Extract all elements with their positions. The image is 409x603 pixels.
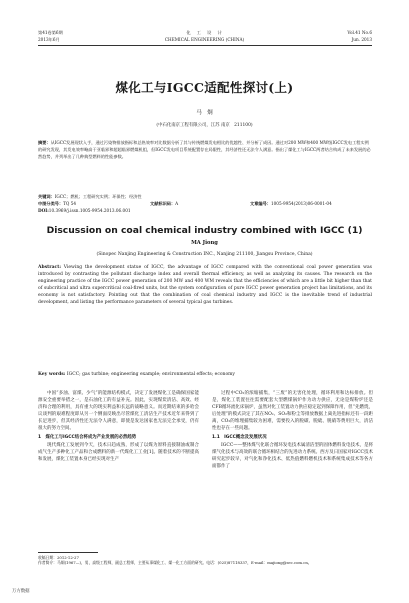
footnote-divider xyxy=(38,552,98,553)
doi-value[interactable]: 10.3969/j.issn.1005-9954.2013.06.001 xyxy=(48,208,131,213)
title-zh: 煤化工与IGCC适配性探讨(上) xyxy=(115,80,294,95)
keywords-en xyxy=(38,372,372,379)
abstract-en-text: Viewing the development statue of IGCC, the advantage of IGCC compared with the conventional coal power generation was introduced by contrasting the pollutant discharge index and overall thermal efficiency, as well as analyzing its causes. The research on the engineering practice of the IGCC power generation of 200 MW and 400 WM reveals that the efficiencies of which are a little bit higher than that of subcritical and ultra supercritical coal-fired units, but the system configuration of pure IGCC power generation project has limitations, and its economy is not satisfactory. Pointing out that the combination of coal chemical industry and IGCC is the inevitable trend of industrial development, and listing the performance parameters of several typical gas turbines. xyxy=(38,265,372,306)
paragraph: 现代煤化工发展到今天，技术日趋成熟，形成了以煤为原料直接制油或制合成气生产多种化工产品和合成燃料的新一代煤化工工业[1]。随着技术的不断提高和发展，煤化工装置本身已经实现对生产 xyxy=(38,442,199,462)
paragraph: 中国“多油、富煤、少气”的能源结构模式，决定了发展煤化工是确保国家能源安全重要举措之一，是石油化工的有益补充。因此，实现煤炭清洁、高效、经济和合理的利用，具有重大的现实利益和长远的战略意义。而近期结束的多哈会议谈判的艰难程度即从另一个侧面反映出尽管煤化工清洁生产技术近年来得到了长足进步，但其经济性还无法令人满意，即使是发达国家也无法完全承受，仍有很大的努力空间。 xyxy=(38,391,199,432)
header-journal-name: 化 工 设 计 CHEMICAL ENGINEERING (CHINA) xyxy=(164,30,245,42)
header-divider xyxy=(38,45,372,46)
footnote-author-bio: 作者简介：马炯(1967—)，男，高级工程师，副总工程师，主要从事煤化工、煤一化工方面的研究。电话：(025)87118337，E-mail：majiong@sec.com.cn。 xyxy=(38,560,312,566)
affiliation-zh: (中石化南京工程有限公司，江苏 南京 211100) xyxy=(156,123,253,128)
footnote-received: 收稿日期：2012-12-27 xyxy=(38,555,79,560)
keywords-zh-label: 关键词： xyxy=(38,194,55,199)
keywords-en-label: Key words: xyxy=(38,372,66,377)
abstract-zh-text: 从IGCC发展现状入手，通过污染物排放指标和总热效率对比数据分析了其与传统燃煤发电相比的优越性、并分析了成因。通过对200 MW和400 MW级IGCC发电工程实例的研究发现，其发电效率略高于亚临界和超超临界燃煤机组，但IGCC发电项目系统配置存在局限性，其经济性还无法令人满意。指出了煤化工与IGCC两者结合构成了未来发展的必然趋势，并列举出了几种典型燃料的性能参数。 xyxy=(38,140,371,159)
section-heading: 1 煤化工与IGCC结合将成为产业发展的必然趋势 xyxy=(38,434,137,440)
keywords-zh xyxy=(38,194,372,201)
abstract-en-label: Abstract: xyxy=(38,265,62,270)
abstract-zh-label: 摘要： xyxy=(38,140,51,145)
keywords-en-text: IGCC; gas turbine; engineering example; environmental effects; economy xyxy=(66,372,235,377)
author-zh: 马 炯 xyxy=(196,110,213,116)
body-column-left xyxy=(38,390,199,463)
paragraph: IGCC——整体煤气化联合循环发电技术属清洁型的固体燃料发电技术，是将煤气化技术与高效的联合循环相结合的先进动力系统。西方及日国家对IGCC技术研究起步较早，对气化和净化技术、低热值燃料燃机技术和系统集成技术等各方面都作了 xyxy=(212,442,373,469)
footnote xyxy=(38,555,372,566)
abstract-en xyxy=(38,264,372,307)
paragraph: 过程中CO₂的浓缩捕集，“三废”的无害化处理，循环利用和达标排放。但是，煤化工装置往往需要配套大型燃煤锅炉作为动力供应，无论是煤粉炉还是CFB循环流化床锅炉，虽然对化工装置动力供应稳定起到保障作用，但“先燃烧，后处理”的模式决定了其在NOₓ、SO₂和粉尘等排放数据上离先进指标还有一段距离，CO₂的堆埋捕集较为困难，需要投入的脱碳、脱硫、脱硝等费用巨大，清洁性也存在一些问题。 xyxy=(212,391,373,432)
keywords-zh-text: IGCC；燃机；工程研究实例；环保性；经济性 xyxy=(54,194,142,199)
doi-line: DOI:10.3969/j.issn.1005-9954.2013.06.001 xyxy=(38,208,131,213)
author-en: MA Jiong xyxy=(191,240,218,246)
body-column-right xyxy=(212,390,373,470)
affiliation-en: (Sinopec Nanjing Engineering & Construction INC., Nanjing 211100, Jiangsu Province, China) xyxy=(96,252,313,257)
header-volume-info: 第41卷第6期 2013年6月 xyxy=(38,30,63,42)
title-en: Discussion on coal chemical industry combined with IGCC (1) xyxy=(46,225,363,236)
footer-watermark: 万方数据 xyxy=(12,589,30,594)
subsection-heading: 1.1 IGCC概念及发展状况 xyxy=(212,434,267,440)
classification-line: 中图分类号：TQ 54 文献标识码：A 文章编号：1005-9954(2013)06-0001-04 xyxy=(38,201,332,206)
header-volume-info-en: Vol.41 No.6 Jun. 2013 xyxy=(347,30,372,42)
abstract-zh xyxy=(38,140,372,161)
